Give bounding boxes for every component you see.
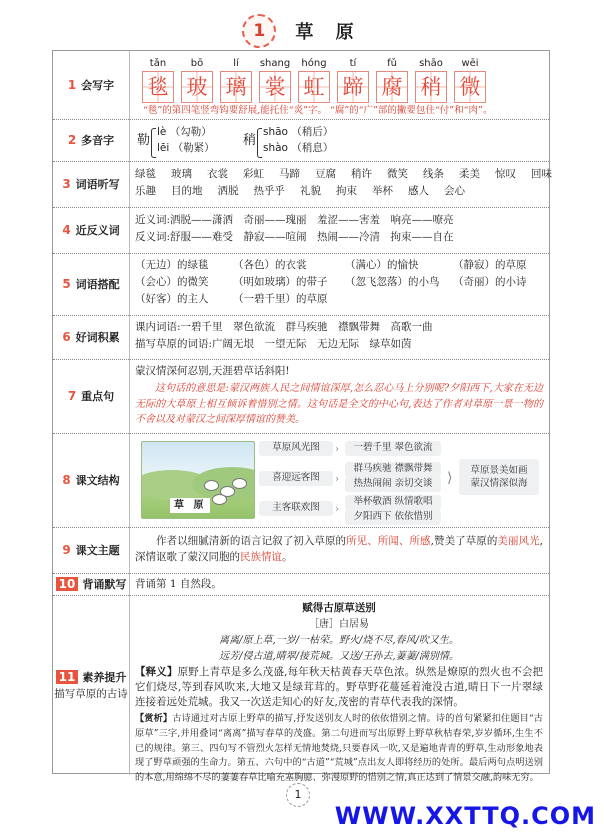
good-words-line: 课内词语:一碧千里 翠色欲流 群马疾驰 襟飘带舞 高歌一曲 xyxy=(135,321,433,333)
grassland-illustration xyxy=(141,441,255,519)
section-label: 9 课文主题 xyxy=(53,527,130,573)
char-cell: tǎn 毯 xyxy=(141,57,175,103)
char-cell: fǔ 腐 xyxy=(375,57,409,103)
char-cell: shang 裳 xyxy=(258,57,292,103)
poem-appreciation: 【赏析】古诗通过对古原上野草的描写,抒发送别友人时的依依惜别之情。诗的首句紧紧扣住题目“古原草”三字,并用叠词“离离”描写春草的茂盛。第二句进而写出原野上野草秋枯春荣,岁岁循环,生生不已的规律。第三、四句写不管烈火怎样无情地焚烧,只要春风一吹,又是遍地青青的野草,生动形象地表现了野草顽强的生命力。第五、六句中的“古道”“荒城”点出友人即将经历的处所。最后两句点明送别的本意,用绵绵不尽的萋萋春草比喻充塞胸臆、弥漫原野的惜别之情,真正达到了情景交融,韵味无穷。 xyxy=(135,713,543,784)
section-structure: 8 课文结构 草 原 草原风光图 喜迎远客图 主客联欢图 › › › 一碧千里 翠色欲流 群马疾驰 襟飘带舞 热热闹闹 亲切交谈 举杯敬酒 纵情歌唱 夕阳西下 依依惜别 ⟩ 草原景美如画 蒙汉情深似海 xyxy=(53,433,549,528)
structure-detail: 一碧千里 翠色欲流 xyxy=(345,441,441,456)
antonym-line: 反义词:舒服——难受 静寂——喧闹 热闹——冷清 拘束——自在 xyxy=(135,231,454,243)
structure-part: 主客联欢图 xyxy=(259,501,333,516)
structure-detail: 热热闹闹 亲切交谈 xyxy=(345,477,441,492)
structure-detail: 夕阳西下 依依惜别 xyxy=(345,510,441,525)
lesson-header xyxy=(0,14,604,48)
char-cell: shāo 稍 xyxy=(414,57,448,103)
section-poem xyxy=(53,595,549,784)
section-label: 7 重点句 xyxy=(53,359,130,433)
structure-summary: 草原景美如画 蒙汉情深似海 xyxy=(459,459,539,495)
poem-title: 赋得古原草送别 xyxy=(302,602,376,614)
section-label: 6 好词积累 xyxy=(53,315,130,359)
char-cell: bō 玻 xyxy=(180,57,214,103)
section-good-words xyxy=(53,315,549,360)
section-recite xyxy=(53,573,549,596)
section-label: 4 近反义词 xyxy=(53,207,130,253)
writing-tip: “毯”的第四笔竖弯钩要舒展,能托住“炎”字。 “腐”的“广”部的撇要包住“付”和“肉”。 xyxy=(143,105,493,116)
theme-text: 作者以细腻清新的语言记叙了初入草原的所见、所闻、所感,赞美了草原的美丽风光,深情讴歌了蒙汉同胞的民族情谊。 xyxy=(135,535,543,563)
poem-line: 远芳/侵古道,晴翠/接荒城。又送/王孙去,萋萋/满别情。 xyxy=(219,651,459,662)
page-number: 1 xyxy=(286,783,310,807)
lesson-title: 草 原 xyxy=(295,22,362,43)
synonym-line: 近义词:洒脱——潇洒 奇丽——瑰丽 羞涩——害羞 响亮——嘹亮 xyxy=(135,214,454,226)
section-label: 10 背诵默写 xyxy=(53,573,130,595)
structure-part: 草原风光图 xyxy=(259,441,333,456)
key-sentence-quote: 蒙汉情深何忍别,天涯碧草话斜阳! xyxy=(135,365,290,377)
poem-explanation: 【释义】原野上青草是多么茂盛,每年秋天枯黄春天草色浓。纵然是燎原的烈火也不会把它们烧尽,等到春风吹来,大地又是绿茸茸的。野草野花蔓延着淹没古道,晴日下一片翠绿连接着远处荒城。我又一次送走知心的好友,茂密的青草代表我的深情。 xyxy=(135,666,544,709)
section-write-chars xyxy=(53,51,549,120)
section-key-sentence xyxy=(53,359,549,434)
char-cell: lí 璃 xyxy=(219,57,253,103)
section-label: 2 多音字 xyxy=(53,119,130,161)
structure-detail: 群马疾驰 襟飘带舞 xyxy=(345,462,441,477)
study-sheet xyxy=(52,50,552,784)
section-polyphones: 2 多音字 勒 lè （勾勒） lēi （勒紧） 稍 shāo （稍后） shào （稍息） xyxy=(53,119,549,162)
section-label: 3 词语听写 xyxy=(53,161,130,207)
dictation-line: 绿毯 玻璃 衣裳 彩虹 马蹄 豆腐 稍许 微笑 线条 柔美 惊叹 回味 xyxy=(135,168,552,180)
section-dictation xyxy=(53,161,552,208)
structure-part: 喜迎远客图 xyxy=(259,471,333,486)
section-collocations: 5 词语搭配 （无边）的绿毯 （各色）的衣裳 （满心）的愉快 （静寂）的草原 （会心）的微笑 （明如玻璃）的带子 （忽飞忽落）的小鸟 （奇丽）的小诗 （好客）的主人 （一碧千里）的草原 xyxy=(53,253,549,316)
char-cell: tí 蹄 xyxy=(336,57,370,103)
section-theme xyxy=(53,527,549,574)
section-label: 8 课文结构 xyxy=(53,433,130,527)
char-cell: hóng 虹 xyxy=(297,57,331,103)
key-sentence-note: 这句话的意思是:蒙汉两族人民之间情谊深厚,怎么忍心马上分别呢?夕阳西下,大家在无边无际的大草原上相互倾诉着惜别之情。这句话是全文的中心句,表达了作者对草原一景一物的不舍以及对蒙汉之间深厚情谊的赞美。 xyxy=(135,383,543,425)
section-label: 1 会写字 xyxy=(53,51,130,119)
scene-tag: 草 原 xyxy=(170,498,210,513)
structure-detail: 举杯敬酒 纵情歌唱 xyxy=(345,495,441,510)
dictation-line: 乐趣 目的地 洒脱 热乎乎 礼貌 拘束 举杯 感人 会心 xyxy=(135,185,465,197)
poem-author: ［唐］白居易 xyxy=(309,619,369,630)
lesson-number-badge: 1 xyxy=(242,14,276,48)
watermark: WWW.XXTTQ.COM xyxy=(334,802,596,830)
section-label: 11 素养提升 描写草原的古诗 xyxy=(53,595,130,775)
char-cell: wēi 微 xyxy=(453,57,487,103)
good-words-line: 描写草原的词语:广阔无垠 一望无际 无边无际 绿草如茵 xyxy=(135,338,412,350)
section-label: 5 词语搭配 xyxy=(53,253,130,315)
recite-text: 背诵第 1 自然段。 xyxy=(135,578,222,590)
section-synonyms-antonyms xyxy=(53,207,549,254)
poem-line: 离离/原上草,一岁/一枯荣。野火/烧不尽,春风/吹又生。 xyxy=(219,635,459,646)
